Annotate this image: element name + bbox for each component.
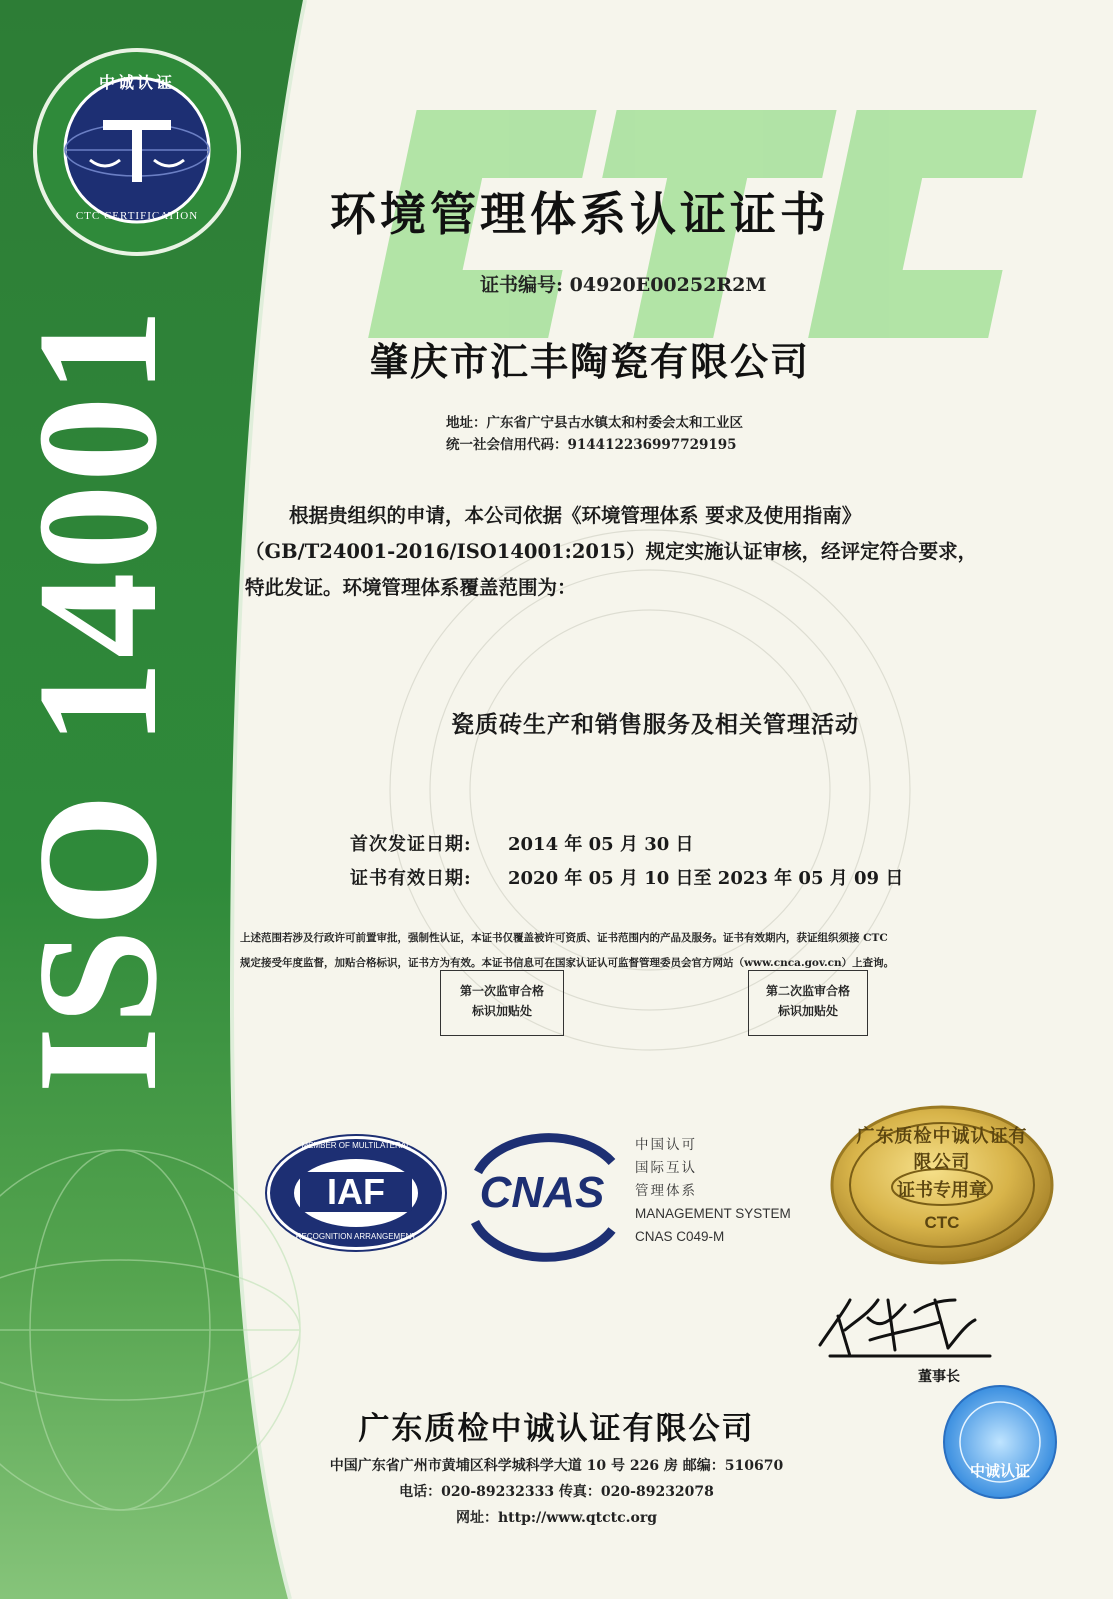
issuer-address: 中国广东省广州市黄埔区科学城科学大道 10 号 226 房 邮编：510670 [329, 1458, 784, 1474]
first-issue-label: 首次发证日期: [350, 834, 472, 855]
statement-line-1: 根据贵组织的申请，本公司依据《环境管理体系 要求及使用指南》 [289, 504, 862, 527]
gold-seal-ring-text: 广东质检中诚认证有限公司 [856, 1126, 1028, 1173]
certified-company-name: 肇庆市汇丰陶瓷有限公司 [370, 339, 811, 384]
cnas-line-2: 国际互认 [635, 1160, 697, 1175]
iaf-logo-text: IAF [327, 1171, 385, 1212]
validity-label: 证书有效日期: [350, 868, 472, 889]
gold-seal-bottom-text: CTC [924, 1213, 960, 1232]
sticker2-line2: 标识加贴处 [777, 1004, 838, 1018]
director-title: 董事长 [918, 1369, 960, 1385]
iso-standard-vertical-label: ISO 14001 [3, 306, 193, 1094]
issuer-contact-block [0, 1453, 1113, 1531]
cnas-line-4: MANAGEMENT SYSTEM [635, 1206, 791, 1221]
first-issue-row [350, 828, 903, 862]
cnas-line-5: CNAS C049-M [635, 1229, 725, 1244]
notice-line-1: 上述范围若涉及行政许可前置审批，强制性认证，本证书仅覆盖被许可资质、证书范围内的产品及服务。证书有效期内，获证组织须接 CTC [240, 932, 888, 944]
sticker1-line1: 第一次监审合格 [459, 984, 544, 998]
first-issue-date: 2014 年 05 月 30 日 [508, 834, 694, 855]
statement-line-3: 特此发证。环境管理体系覆盖范围为： [245, 576, 577, 599]
certification-statement [245, 498, 1065, 606]
cnas-line-3: 管理体系 [635, 1183, 697, 1198]
gold-seal-center-text: 证书专用章 [897, 1180, 987, 1201]
certificate-number: 证书编号: 04920E00252R2M [480, 274, 767, 296]
certification-scope: 瓷质砖生产和销售服务及相关管理活动 [451, 711, 859, 738]
credit-code: 统一社会信用代码：914412236997729195 [446, 437, 737, 453]
statement-line-2: （GB/T24001-2016/ISO14001:2015）规定实施认证审核，经评定符合要求， [245, 540, 978, 563]
signature-mark [820, 1300, 990, 1356]
cnas-logo-text: CNAS [479, 1168, 605, 1217]
validity-row [350, 862, 903, 896]
iaf-ring-top-text: MEMBER OF MULTILATERAL [301, 1141, 411, 1150]
issuing-body-name: 广东质检中诚认证有限公司 [358, 1411, 755, 1447]
certificate-dates [350, 828, 903, 896]
ctc-badge-bottom-text: CTC CERTIFICATION [75, 210, 199, 222]
cnas-line-1: 中国认可 [635, 1137, 697, 1152]
sticker1-line2: 标识加贴处 [471, 1004, 532, 1018]
certificate-title: 环境管理体系认证证书 [330, 187, 830, 241]
issuer-phone-fax: 电话：020-89232333 传真：020-89232078 [399, 1484, 714, 1500]
validity-period: 2020 年 05 月 10 日至 2023 年 05 月 09 日 [508, 868, 904, 889]
cnas-accreditation-text [635, 1133, 791, 1248]
sticker2-line1: 第二次监审合格 [765, 984, 850, 998]
first-surveillance-sticker-box [440, 970, 564, 1036]
company-details [446, 412, 743, 456]
iaf-ring-bottom-text: RECOGNITION ARRANGEMENT [295, 1232, 417, 1241]
company-address: 地址：广东省广宁县古水镇太和村委会太和工业区 [446, 415, 743, 431]
certificate-notice [240, 926, 1070, 976]
notice-line-2: 规定接受年度监督，加贴合格标识，证书方为有效。本证书信息可在国家认证认可监督管理委员会官方网站（www.cnca.gov.cn）上查询。 [240, 957, 895, 969]
second-surveillance-sticker-box [748, 970, 868, 1036]
blue-seal-text: 中诚认证 [969, 1462, 1030, 1480]
issuer-website: 网址：http://www.qtctc.org [455, 1510, 658, 1526]
ctc-badge-top-text: 中诚认证 [98, 75, 175, 92]
